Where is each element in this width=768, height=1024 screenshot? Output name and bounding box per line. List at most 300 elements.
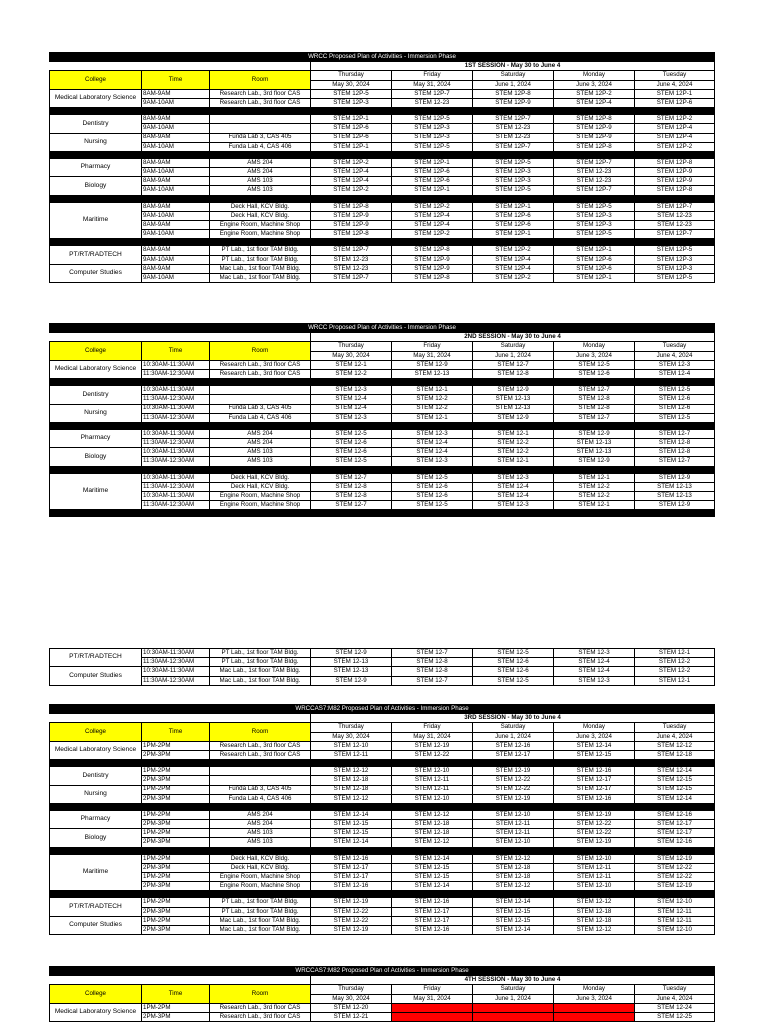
day-header: Friday xyxy=(392,71,473,80)
session-subtitle: 4TH SESSION - May 30 to June 4 xyxy=(311,976,715,985)
table-row xyxy=(50,794,715,803)
day-header: Friday xyxy=(392,723,473,732)
schedule-cell: STEM 12P-4 xyxy=(635,133,715,142)
schedule-cell xyxy=(392,1003,473,1012)
schedule-cell: STEM 12-23 xyxy=(635,221,715,230)
room-name: Research Lab., 3rd floor CAS xyxy=(210,89,311,98)
time-slot: 8AM-9AM xyxy=(142,221,210,230)
day-header: Saturday xyxy=(473,342,554,351)
room-header: Room xyxy=(210,71,311,89)
schedule-cell: STEM 12-19 xyxy=(311,925,392,934)
session-title: WRCCAS7:M82 Proposed Plan of Activities - Immersion Phase xyxy=(50,705,715,714)
day-header: Tuesday xyxy=(635,985,715,994)
session-2-continuation xyxy=(49,648,714,686)
schedule-cell: STEM 12P-2 xyxy=(635,115,715,124)
schedule-cell: STEM 12-24 xyxy=(635,1003,715,1012)
room-header: Room xyxy=(210,723,311,741)
schedule-cell xyxy=(554,1012,635,1021)
table-row xyxy=(50,785,715,794)
session-subtitle: 1ST SESSION - May 30 to June 4 xyxy=(311,62,715,71)
time-slot: 2PM-3PM xyxy=(142,907,210,916)
group-separator xyxy=(50,151,715,158)
room-name: Research Lab., 3rd floor CAS xyxy=(210,1003,311,1012)
schedule-cell: STEM 12-14 xyxy=(311,838,392,847)
schedule-cell: STEM 12-23 xyxy=(392,98,473,107)
schedule-cell: STEM 12-14 xyxy=(392,882,473,891)
day-header: Thursday xyxy=(311,985,392,994)
room-name: Deck Hall, KCV Bldg. xyxy=(210,482,311,491)
time-slot: 1PM-2PM xyxy=(142,898,210,907)
schedule-cell: STEM 12P-1 xyxy=(554,246,635,255)
time-slot: 9AM-10AM xyxy=(142,124,210,133)
schedule-cell: STEM 12-13 xyxy=(554,439,635,448)
schedule-cell: STEM 12-8 xyxy=(635,448,715,457)
schedule-cell: STEM 12-4 xyxy=(311,404,392,413)
schedule-cell: STEM 12P-2 xyxy=(635,142,715,151)
schedule-cell: STEM 12P-3 xyxy=(473,177,554,186)
time-header: Time xyxy=(142,723,210,741)
college-header: College xyxy=(50,985,142,1003)
day-header: Thursday xyxy=(311,723,392,732)
room-name: Engine Room, Machine Shop xyxy=(210,501,311,510)
schedule-cell: STEM 12-2 xyxy=(392,395,473,404)
schedule-cell: STEM 12P-7 xyxy=(635,230,715,239)
schedule-cell: STEM 12-19 xyxy=(311,898,392,907)
room-name: Research Lab., 3rd floor CAS xyxy=(210,360,311,369)
schedule-cell: STEM 12-6 xyxy=(554,369,635,378)
schedule-cell: STEM 12-6 xyxy=(635,395,715,404)
schedule-cell: STEM 12P-9 xyxy=(392,255,473,264)
schedule-cell: STEM 12-4 xyxy=(392,448,473,457)
schedule-cell: STEM 12-6 xyxy=(473,667,554,676)
schedule-cell: STEM 12P-9 xyxy=(635,177,715,186)
table-row xyxy=(50,448,715,457)
schedule-cell: STEM 12P-4 xyxy=(473,264,554,273)
time-slot: 10:30AM-11:30AM xyxy=(142,473,210,482)
time-slot: 2PM-3PM xyxy=(142,820,210,829)
schedule-cell: STEM 12-3 xyxy=(635,360,715,369)
day-header-row xyxy=(50,71,715,80)
date-header: May 30, 2024 xyxy=(311,80,392,89)
group-separator xyxy=(50,466,715,473)
schedule-cell: STEM 12-15 xyxy=(473,907,554,916)
schedule-cell: STEM 12-10 xyxy=(392,794,473,803)
schedule-cell: STEM 12P-7 xyxy=(554,158,635,167)
schedule-cell: STEM 12-11 xyxy=(473,829,554,838)
schedule-cell: STEM 12-4 xyxy=(554,667,635,676)
schedule-cell: STEM 12-4 xyxy=(311,395,392,404)
room-name: PT Lab., 1st floor TAM Bldg. xyxy=(210,246,311,255)
schedule-cell: STEM 12-14 xyxy=(473,898,554,907)
schedule-cell: STEM 12-4 xyxy=(554,658,635,667)
room-name xyxy=(210,386,311,395)
time-slot: 10:30AM-11:30AM xyxy=(142,448,210,457)
schedule-cell: STEM 12P-5 xyxy=(473,158,554,167)
schedule-cell: STEM 12P-5 xyxy=(635,273,715,282)
schedule-cell: STEM 12P-4 xyxy=(473,255,554,264)
table-row xyxy=(50,429,715,438)
table-row xyxy=(50,404,715,413)
room-name xyxy=(210,395,311,404)
schedule-cell: STEM 12P-5 xyxy=(635,246,715,255)
room-name: AMS 103 xyxy=(210,829,311,838)
table-row xyxy=(50,820,715,829)
session-title: WRCCAS7:M82 Proposed Plan of Activities - Immersion Phase xyxy=(50,967,715,976)
schedule-cell: STEM 12-11 xyxy=(392,776,473,785)
room-name: PT Lab., 1st floor TAM Bldg. xyxy=(210,658,311,667)
time-slot: 1PM-2PM xyxy=(142,785,210,794)
table-row xyxy=(50,202,715,211)
room-name: Engine Room, Machine Shop xyxy=(210,873,311,882)
schedule-cell: STEM 12-2 xyxy=(392,404,473,413)
college-name: Medical Laboratory Science xyxy=(50,89,142,107)
day-header: Monday xyxy=(554,71,635,80)
table-row xyxy=(50,177,715,186)
table-row xyxy=(50,246,715,255)
day-header: Tuesday xyxy=(635,71,715,80)
schedule-cell: STEM 12-11 xyxy=(554,873,635,882)
schedule-cell: STEM 12-16 xyxy=(392,898,473,907)
schedule-cell: STEM 12-3 xyxy=(554,649,635,658)
group-separator xyxy=(50,379,715,386)
session-4-schedule xyxy=(49,966,714,1022)
schedule-cell: STEM 12-1 xyxy=(554,473,635,482)
schedule-cell: STEM 12-14 xyxy=(392,854,473,863)
table-row xyxy=(50,1012,715,1021)
schedule-cell: STEM 12-7 xyxy=(392,676,473,685)
college-name: Biology xyxy=(50,448,142,466)
schedule-cell: STEM 12-17 xyxy=(554,776,635,785)
schedule-cell: STEM 12P-8 xyxy=(392,273,473,282)
schedule-cell: STEM 12P-3 xyxy=(392,124,473,133)
schedule-cell: STEM 12-13 xyxy=(554,448,635,457)
schedule-cell: STEM 12-22 xyxy=(635,863,715,872)
schedule-cell: STEM 12-12 xyxy=(473,854,554,863)
table-row xyxy=(50,473,715,482)
schedule-cell: STEM 12-9 xyxy=(635,501,715,510)
schedule-cell: STEM 12-22 xyxy=(635,873,715,882)
day-header: Thursday xyxy=(311,342,392,351)
time-slot: 8AM-9AM xyxy=(142,133,210,142)
schedule-cell: STEM 12-13 xyxy=(311,667,392,676)
schedule-cell: STEM 12P-9 xyxy=(311,211,392,220)
schedule-table xyxy=(49,704,715,935)
schedule-cell: STEM 12P-6 xyxy=(392,177,473,186)
table-row xyxy=(50,482,715,491)
table-row xyxy=(50,882,715,891)
time-slot: 2PM-3PM xyxy=(142,794,210,803)
schedule-cell: STEM 12P-1 xyxy=(311,115,392,124)
table-row xyxy=(50,395,715,404)
table-row xyxy=(50,676,715,685)
date-header: May 31, 2024 xyxy=(392,994,473,1003)
schedule-cell: STEM 12P-3 xyxy=(392,133,473,142)
day-header: Monday xyxy=(554,723,635,732)
schedule-cell: STEM 12P-2 xyxy=(473,273,554,282)
schedule-cell: STEM 12-15 xyxy=(635,785,715,794)
day-header: Tuesday xyxy=(635,342,715,351)
schedule-cell: STEM 12-1 xyxy=(473,457,554,466)
time-slot: 1PM-2PM xyxy=(142,810,210,819)
college-name: Biology xyxy=(50,177,142,195)
schedule-cell: STEM 12-10 xyxy=(554,882,635,891)
schedule-cell: STEM 12-6 xyxy=(635,404,715,413)
table-row xyxy=(50,863,715,872)
schedule-cell: STEM 12-12 xyxy=(392,810,473,819)
room-name: Deck Hall, KCV Bldg. xyxy=(210,211,311,220)
room-name: Mac Lab., 1st floor TAM Bldg. xyxy=(210,667,311,676)
schedule-cell xyxy=(554,1003,635,1012)
time-slot: 9AM-10AM xyxy=(142,98,210,107)
date-header: May 31, 2024 xyxy=(392,351,473,360)
schedule-cell: STEM 12-5 xyxy=(635,413,715,422)
schedule-cell: STEM 12-1 xyxy=(392,413,473,422)
room-name: AMS 103 xyxy=(210,448,311,457)
room-name: Deck Hall, KCV Bldg. xyxy=(210,854,311,863)
schedule-cell: STEM 12-13 xyxy=(635,482,715,491)
table-row xyxy=(50,186,715,195)
schedule-cell: STEM 12-23 xyxy=(473,133,554,142)
schedule-cell: STEM 12P-2 xyxy=(311,186,392,195)
schedule-cell: STEM 12P-8 xyxy=(635,186,715,195)
schedule-cell: STEM 12P-3 xyxy=(635,264,715,273)
schedule-cell: STEM 12-13 xyxy=(473,395,554,404)
table-row xyxy=(50,98,715,107)
schedule-cell: STEM 12-8 xyxy=(392,667,473,676)
table-row xyxy=(50,133,715,142)
schedule-cell: STEM 12-13 xyxy=(392,369,473,378)
table-row xyxy=(50,457,715,466)
schedule-cell: STEM 12P-4 xyxy=(635,124,715,133)
schedule-cell: STEM 12-23 xyxy=(554,168,635,177)
schedule-cell: STEM 12-1 xyxy=(392,386,473,395)
schedule-cell: STEM 12-7 xyxy=(311,501,392,510)
table-row xyxy=(50,810,715,819)
table-row xyxy=(50,649,715,658)
schedule-cell: STEM 12-11 xyxy=(635,916,715,925)
session-2-schedule xyxy=(49,323,714,517)
day-header-row xyxy=(50,723,715,732)
schedule-cell: STEM 12P-4 xyxy=(554,98,635,107)
schedule-cell: STEM 12-11 xyxy=(473,820,554,829)
room-name: Funda Lab 4, CAS 406 xyxy=(210,413,311,422)
schedule-cell: STEM 12-19 xyxy=(635,854,715,863)
college-name: Pharmacy xyxy=(50,810,142,828)
room-name: Research Lab., 3rd floor CAS xyxy=(210,741,311,750)
schedule-cell: STEM 12-10 xyxy=(473,838,554,847)
room-name: Research Lab., 3rd floor CAS xyxy=(210,1012,311,1021)
room-name xyxy=(210,124,311,133)
schedule-cell: STEM 12P-5 xyxy=(473,186,554,195)
room-name: Deck Hall, KCV Bldg. xyxy=(210,202,311,211)
date-header: May 30, 2024 xyxy=(311,351,392,360)
schedule-cell: STEM 12-8 xyxy=(473,369,554,378)
blank-cell xyxy=(50,62,311,71)
schedule-cell: STEM 12P-7 xyxy=(392,89,473,98)
date-header: June 1, 2024 xyxy=(473,351,554,360)
schedule-cell: STEM 12P-1 xyxy=(473,230,554,239)
time-slot: 2PM-3PM xyxy=(142,863,210,872)
room-name: Engine Room, Machine Shop xyxy=(210,882,311,891)
schedule-cell: STEM 12-9 xyxy=(635,473,715,482)
time-slot: 1PM-2PM xyxy=(142,829,210,838)
room-name: Funda Lab 3, CAS 405 xyxy=(210,133,311,142)
time-slot: 10:30AM-11:30AM xyxy=(142,429,210,438)
schedule-cell: STEM 12-5 xyxy=(473,676,554,685)
day-header: Saturday xyxy=(473,985,554,994)
schedule-cell: STEM 12-22 xyxy=(554,829,635,838)
schedule-cell: STEM 12-2 xyxy=(473,448,554,457)
schedule-cell: STEM 12P-7 xyxy=(554,186,635,195)
room-name: Engine Room, Machine Shop xyxy=(210,230,311,239)
schedule-cell: STEM 12P-1 xyxy=(311,142,392,151)
table-row xyxy=(50,1003,715,1012)
college-name: Computer Studies xyxy=(50,667,142,685)
schedule-cell: STEM 12-19 xyxy=(554,810,635,819)
schedule-cell: STEM 12-3 xyxy=(473,501,554,510)
schedule-cell: STEM 12-9 xyxy=(311,676,392,685)
schedule-cell: STEM 12-20 xyxy=(311,1003,392,1012)
room-name: Deck Hall, KCV Bldg. xyxy=(210,863,311,872)
time-slot: 8AM-9AM xyxy=(142,115,210,124)
room-name xyxy=(210,115,311,124)
room-name: Research Lab., 3rd floor CAS xyxy=(210,750,311,759)
room-name: PT Lab., 1st floor TAM Bldg. xyxy=(210,255,311,264)
time-slot: 11:30AM-12:30AM xyxy=(142,439,210,448)
schedule-cell: STEM 12P-6 xyxy=(311,124,392,133)
time-slot: 8AM-9AM xyxy=(142,202,210,211)
schedule-cell: STEM 12-12 xyxy=(635,741,715,750)
college-name: Medical Laboratory Science xyxy=(50,360,142,378)
session-subtitle: 3RD SESSION - May 30 to June 4 xyxy=(311,714,715,723)
schedule-cell: STEM 12-16 xyxy=(635,838,715,847)
room-name xyxy=(210,767,311,776)
schedule-cell: STEM 12P-8 xyxy=(311,202,392,211)
schedule-table xyxy=(49,648,715,686)
schedule-cell: STEM 12P-4 xyxy=(311,177,392,186)
schedule-cell: STEM 12-23 xyxy=(554,177,635,186)
date-header: June 1, 2024 xyxy=(473,80,554,89)
session-title: WRCC Proposed Plan of Activities - Immersion Phase xyxy=(50,324,715,333)
time-slot: 11:30AM-12:30AM xyxy=(142,658,210,667)
room-name: Engine Room, Machine Shop xyxy=(210,221,311,230)
table-row xyxy=(50,369,715,378)
group-separator xyxy=(50,239,715,246)
time-slot: 8AM-9AM xyxy=(142,246,210,255)
college-name: PT/RT/RADTECH xyxy=(50,246,142,264)
date-header: May 30, 2024 xyxy=(311,732,392,741)
time-slot: 8AM-9AM xyxy=(142,158,210,167)
schedule-cell: STEM 12-23 xyxy=(635,211,715,220)
schedule-cell: STEM 12-10 xyxy=(635,925,715,934)
time-slot: 11:30AM-12:30AM xyxy=(142,501,210,510)
table-row xyxy=(50,230,715,239)
schedule-cell: STEM 12P-6 xyxy=(392,168,473,177)
schedule-cell: STEM 12-12 xyxy=(554,925,635,934)
schedule-cell: STEM 12-11 xyxy=(392,785,473,794)
college-header: College xyxy=(50,342,142,360)
schedule-cell: STEM 12-16 xyxy=(473,741,554,750)
schedule-cell: STEM 12-6 xyxy=(311,448,392,457)
schedule-cell: STEM 12-16 xyxy=(311,882,392,891)
college-name: Computer Studies xyxy=(50,916,142,934)
schedule-cell: STEM 12-17 xyxy=(635,820,715,829)
group-separator xyxy=(50,510,715,517)
schedule-cell: STEM 12P-8 xyxy=(392,246,473,255)
table-row xyxy=(50,360,715,369)
schedule-cell: STEM 12P-1 xyxy=(473,202,554,211)
schedule-cell: STEM 12-14 xyxy=(635,767,715,776)
schedule-cell xyxy=(473,1012,554,1021)
room-name: Funda Lab 3, CAS 405 xyxy=(210,404,311,413)
room-name: AMS 204 xyxy=(210,429,311,438)
college-name: PT/RT/RADTECH xyxy=(50,898,142,916)
time-slot: 1PM-2PM xyxy=(142,741,210,750)
schedule-cell: STEM 12-9 xyxy=(311,649,392,658)
schedule-cell: STEM 12-19 xyxy=(392,741,473,750)
room-name: Research Lab., 3rd floor CAS xyxy=(210,369,311,378)
college-name: Computer Studies xyxy=(50,264,142,282)
schedule-cell: STEM 12-1 xyxy=(554,501,635,510)
group-separator xyxy=(50,891,715,898)
table-row xyxy=(50,907,715,916)
schedule-cell: STEM 12-10 xyxy=(473,810,554,819)
schedule-cell: STEM 12-10 xyxy=(554,854,635,863)
schedule-cell: STEM 12P-3 xyxy=(554,211,635,220)
time-slot: 11:30AM-12:30AM xyxy=(142,457,210,466)
college-name: Maritime xyxy=(50,854,142,891)
room-name: AMS 103 xyxy=(210,838,311,847)
table-row xyxy=(50,741,715,750)
schedule-cell: STEM 12-2 xyxy=(635,667,715,676)
schedule-cell: STEM 12-2 xyxy=(554,482,635,491)
schedule-cell: STEM 12-9 xyxy=(392,360,473,369)
schedule-cell: STEM 12-15 xyxy=(473,916,554,925)
schedule-cell: STEM 12-2 xyxy=(554,492,635,501)
time-slot: 2PM-3PM xyxy=(142,838,210,847)
schedule-cell: STEM 12-2 xyxy=(635,658,715,667)
schedule-cell: STEM 12P-6 xyxy=(554,255,635,264)
room-name: AMS 204 xyxy=(210,158,311,167)
table-row xyxy=(50,925,715,934)
room-name: PT Lab., 1st floor TAM Bldg. xyxy=(210,907,311,916)
schedule-cell: STEM 12-16 xyxy=(635,810,715,819)
schedule-cell: STEM 12-5 xyxy=(311,429,392,438)
room-name: Research Lab., 3rd floor CAS xyxy=(210,98,311,107)
day-header: Tuesday xyxy=(635,723,715,732)
time-slot: 2PM-3PM xyxy=(142,925,210,934)
schedule-cell: STEM 12P-6 xyxy=(473,221,554,230)
college-name: Maritime xyxy=(50,202,142,239)
schedule-cell xyxy=(392,1012,473,1021)
schedule-cell: STEM 12P-9 xyxy=(554,133,635,142)
day-header: Monday xyxy=(554,985,635,994)
table-row xyxy=(50,115,715,124)
schedule-cell: STEM 12-7 xyxy=(635,457,715,466)
schedule-cell: STEM 12P-6 xyxy=(554,264,635,273)
room-name: Mac Lab., 1st floor TAM Bldg. xyxy=(210,264,311,273)
schedule-table xyxy=(49,323,715,517)
college-name: PT/RT/RADTECH xyxy=(50,649,142,667)
schedule-cell: STEM 12-18 xyxy=(392,829,473,838)
schedule-cell: STEM 12P-9 xyxy=(635,168,715,177)
time-slot: 10:30AM-11:30AM xyxy=(142,404,210,413)
table-row xyxy=(50,273,715,282)
college-name: Medical Laboratory Science xyxy=(50,1003,142,1021)
time-slot: 2PM-3PM xyxy=(142,750,210,759)
room-name: PT Lab., 1st floor TAM Bldg. xyxy=(210,898,311,907)
schedule-cell: STEM 12-8 xyxy=(554,395,635,404)
